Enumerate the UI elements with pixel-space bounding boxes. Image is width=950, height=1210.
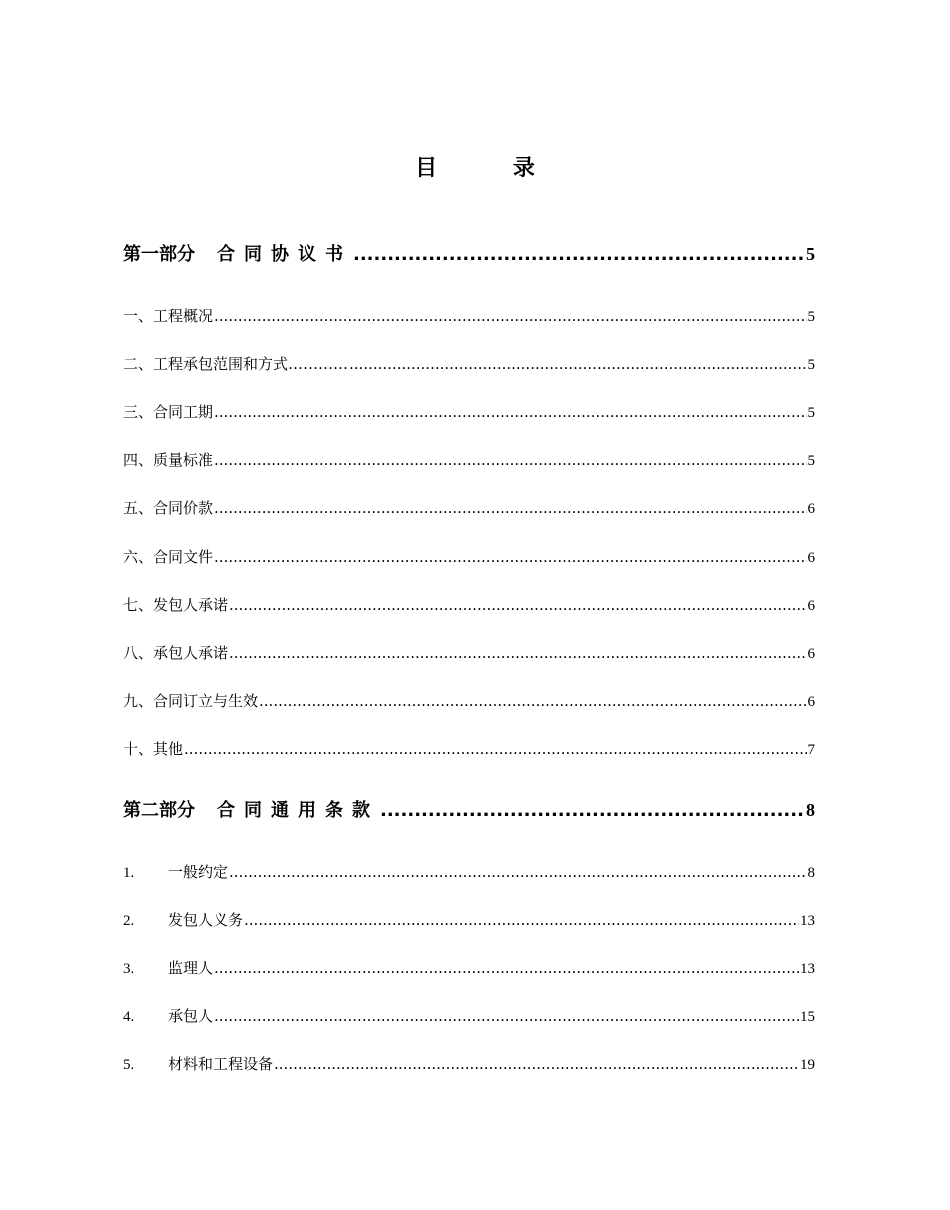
entry-text: 三、合同工期 bbox=[123, 403, 214, 421]
entry-text: 九、合同订立与生效 bbox=[123, 692, 259, 710]
entry-text: 一般约定 bbox=[168, 863, 229, 881]
dot-leader bbox=[214, 402, 806, 422]
page-number: 6 bbox=[807, 550, 815, 566]
toc-part-heading[interactable] bbox=[123, 798, 815, 823]
dot-leader bbox=[214, 450, 806, 470]
page-number: 5 bbox=[806, 244, 815, 264]
page-number: 15 bbox=[800, 1009, 815, 1025]
page-number: 13 bbox=[800, 913, 815, 929]
toc-entry[interactable] bbox=[123, 547, 815, 568]
page-number: 8 bbox=[807, 865, 815, 881]
entry-text: 一、工程概况 bbox=[123, 307, 214, 325]
toc-entry[interactable] bbox=[123, 910, 815, 931]
entry-text: 发包人义务 bbox=[168, 911, 244, 929]
toc-entry[interactable] bbox=[123, 643, 815, 664]
page-number: 8 bbox=[806, 800, 815, 820]
entry-text: 四、质量标准 bbox=[123, 451, 214, 469]
entry-text: 监理人 bbox=[168, 959, 214, 977]
dot-leader bbox=[184, 739, 806, 759]
page-title: 目 录 bbox=[415, 156, 569, 181]
page-number: 5 bbox=[807, 453, 815, 469]
dot-leader bbox=[353, 243, 805, 267]
entry-text: 七、发包人承诺 bbox=[123, 596, 229, 614]
entry-number: 2. bbox=[123, 913, 135, 929]
dot-leader bbox=[274, 1054, 799, 1074]
page-number: 7 bbox=[807, 742, 815, 758]
toc-entry[interactable] bbox=[123, 691, 815, 712]
dot-leader bbox=[244, 910, 799, 930]
toc-entry[interactable] bbox=[123, 1054, 815, 1075]
toc-entry[interactable] bbox=[123, 498, 815, 519]
page-number: 5 bbox=[807, 357, 815, 373]
page-number: 6 bbox=[807, 501, 815, 517]
toc-entry[interactable] bbox=[123, 1006, 815, 1027]
part-title: 合同协议书 bbox=[217, 244, 352, 265]
part-title: 合同通用条款 bbox=[217, 800, 379, 821]
entry-text: 八、承包人承诺 bbox=[123, 644, 229, 662]
page-number: 6 bbox=[807, 646, 815, 662]
toc-entry[interactable] bbox=[123, 402, 815, 423]
dot-leader bbox=[214, 958, 799, 978]
dot-leader bbox=[349, 354, 806, 374]
toc-entry[interactable] bbox=[123, 354, 815, 375]
page-number: 6 bbox=[807, 694, 815, 710]
toc-entry[interactable] bbox=[123, 862, 815, 883]
dot-leader bbox=[229, 862, 806, 882]
page-number: 5 bbox=[807, 309, 815, 325]
page-number: 6 bbox=[807, 598, 815, 614]
dot-leader bbox=[214, 306, 806, 326]
entry-text: 承包人 bbox=[168, 1007, 214, 1025]
dot-leader bbox=[214, 498, 806, 518]
dot-leader bbox=[380, 799, 805, 823]
dot-leader bbox=[259, 691, 806, 711]
page-number: 13 bbox=[800, 961, 815, 977]
entry-text: 六、合同文件 bbox=[123, 548, 214, 566]
toc-entry[interactable] bbox=[123, 595, 815, 616]
part-label: 第二部分 bbox=[123, 800, 195, 821]
entry-number: 1. bbox=[123, 865, 135, 881]
dot-leader bbox=[229, 643, 806, 663]
entry-number: 4. bbox=[123, 1009, 135, 1025]
page-number: 5 bbox=[807, 405, 815, 421]
entry-text: 十、其他 bbox=[123, 740, 184, 758]
entry-number: 3. bbox=[123, 961, 135, 977]
part-label: 第一部分 bbox=[123, 244, 195, 265]
page-number: 19 bbox=[800, 1057, 815, 1073]
toc-entry[interactable] bbox=[123, 450, 815, 471]
entry-number: 5. bbox=[123, 1057, 135, 1073]
dot-leader bbox=[214, 1006, 799, 1026]
entry-text: 五、合同价款 bbox=[123, 499, 214, 517]
dot-leader bbox=[229, 595, 806, 615]
toc-part-heading[interactable] bbox=[123, 242, 815, 267]
dot-leader bbox=[214, 547, 806, 567]
entry-text: 材料和工程设备 bbox=[168, 1055, 274, 1073]
entry-text: 二、工程承包范围和方式………… bbox=[123, 355, 349, 373]
toc-entry[interactable] bbox=[123, 739, 815, 760]
toc-entry[interactable] bbox=[123, 958, 815, 979]
toc-entry[interactable] bbox=[123, 306, 815, 327]
